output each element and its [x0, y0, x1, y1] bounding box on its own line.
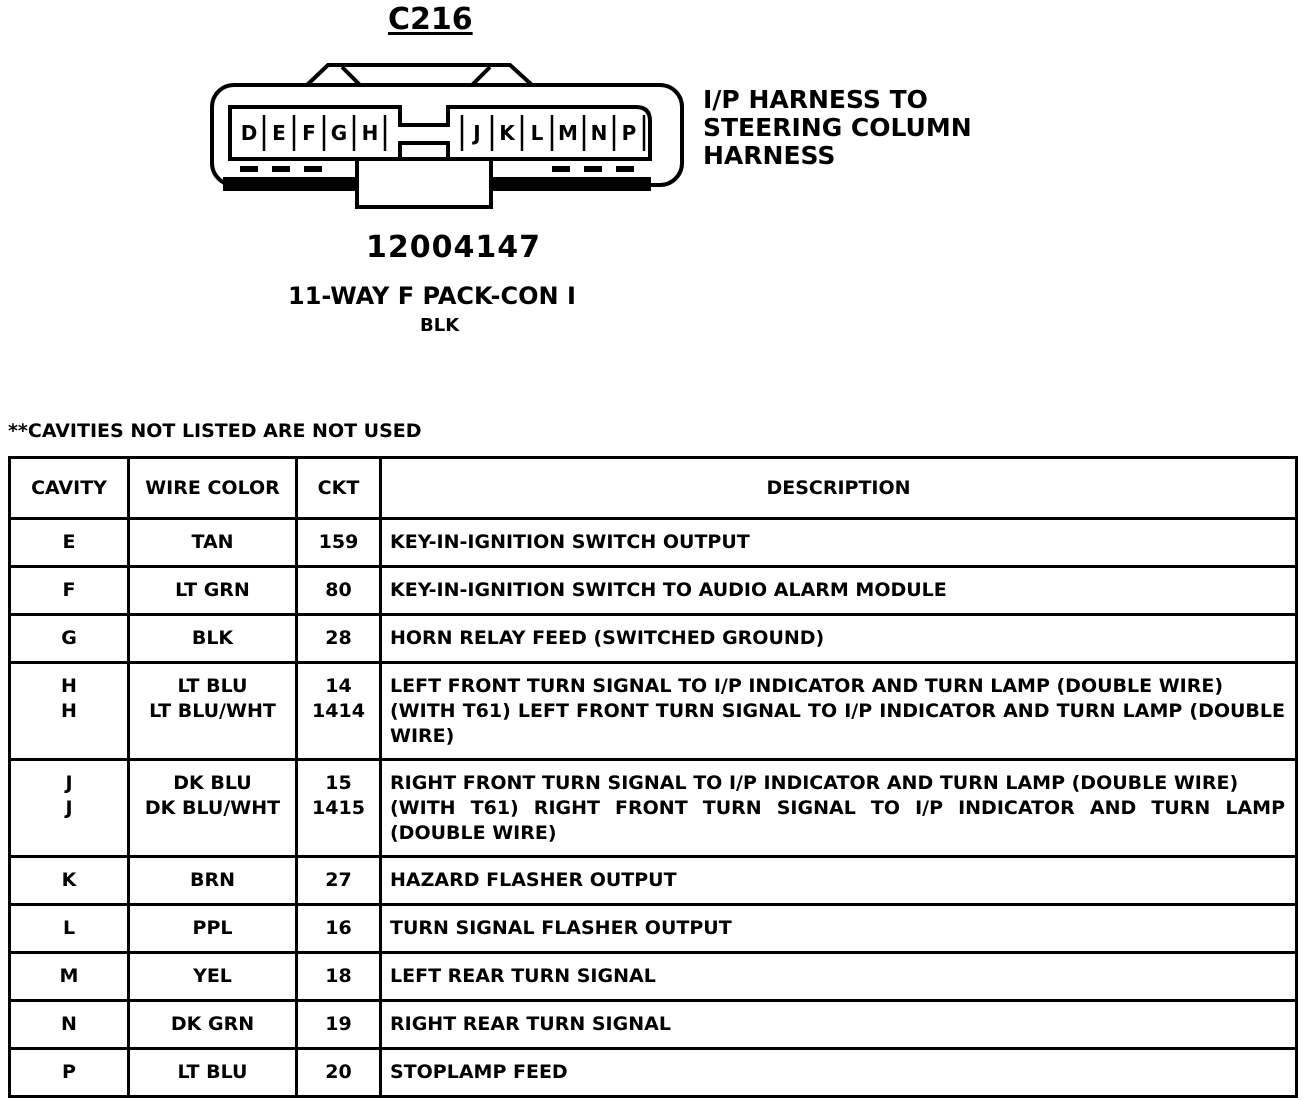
connector-id: C216	[388, 2, 473, 37]
ckt-text: 20	[325, 1061, 352, 1083]
description-text: RIGHT FRONT TURN SIGNAL TO I/P INDICATOR AND TURN LAMP (DOUBLE WIRE)	[390, 772, 1239, 794]
ckt-text: 15	[325, 772, 352, 794]
wire-color-text: LT GRN	[175, 579, 250, 601]
description-cell	[381, 519, 1297, 567]
description-text: HORN RELAY FEED (SWITCHED GROUND)	[390, 627, 825, 649]
wire-color-cell	[129, 953, 297, 1001]
cavity-label: K	[499, 121, 515, 145]
ckt-text: 27	[325, 869, 352, 891]
description-cell	[381, 905, 1297, 953]
cavity-label: N	[590, 121, 608, 145]
ckt-cell	[297, 615, 381, 663]
cavity-cell	[10, 519, 129, 567]
header-row	[10, 458, 1297, 519]
footnote: **CAVITIES NOT LISTED ARE NOT USED	[8, 420, 422, 442]
connector-type: 11-WAY F PACK-CON I	[288, 282, 576, 310]
ckt-text: 1414	[312, 700, 365, 722]
cavity-label: D	[240, 121, 258, 145]
cavity-label: F	[302, 121, 316, 145]
wire-color-cell	[129, 567, 297, 615]
cavity-cell	[10, 857, 129, 905]
cavity-text: K	[61, 869, 77, 891]
wire-color-text: DK GRN	[170, 1013, 255, 1035]
ckt-cell	[297, 663, 381, 760]
cavity-cell	[10, 663, 129, 760]
wire-color-text: YEL	[193, 965, 232, 987]
ckt-text: 159	[318, 531, 359, 553]
cavity-label: E	[272, 121, 286, 145]
ckt-cell	[297, 905, 381, 953]
cavity-cell	[10, 1001, 129, 1049]
cavity-label: L	[530, 121, 544, 145]
cavity-cell	[10, 615, 129, 663]
ckt-text: 19	[325, 1013, 352, 1035]
connector-color: BLK	[420, 315, 460, 336]
wire-color-text: DK BLU	[173, 772, 252, 794]
description-text: RIGHT REAR TURN SIGNAL	[390, 1013, 671, 1035]
description-text: (WITH T61) LEFT FRONT TURN SIGNAL TO I/P INDICATOR AND TURN LAMP (DOUBLE WIRE)	[390, 700, 1285, 747]
wire-color-text: DK BLU/WHT	[144, 797, 281, 819]
description-text: HAZARD FLASHER OUTPUT	[390, 869, 677, 891]
table-row	[10, 905, 1297, 953]
cavity-label: H	[361, 121, 379, 145]
connector-diagram	[200, 55, 690, 215]
description-cell	[381, 663, 1297, 760]
description-text: KEY-IN-IGNITION SWITCH TO AUDIO ALARM MODULE	[390, 579, 947, 601]
wire-color-text: BLK	[191, 627, 234, 649]
wire-color-cell	[129, 1049, 297, 1097]
cavity-cell	[10, 905, 129, 953]
cavity-text: G	[61, 627, 77, 649]
ckt-cell	[297, 760, 381, 857]
pinout-table	[8, 456, 1298, 1098]
wire-color-text: LT BLU	[177, 675, 248, 697]
wire-color-text: LT BLU	[177, 1061, 248, 1083]
cavity-text: H	[61, 675, 77, 697]
cavity-label: J	[473, 121, 481, 145]
wire-color-cell	[129, 857, 297, 905]
description-cell	[381, 615, 1297, 663]
wire-color-cell	[129, 760, 297, 857]
description-cell	[381, 567, 1297, 615]
table-row	[10, 1049, 1297, 1097]
harness-description: I/P HARNESS TO STEERING COLUMN HARNESS	[703, 85, 972, 170]
description-cell	[381, 1001, 1297, 1049]
header-wire-color: WIRE COLOR	[129, 458, 297, 519]
description-text: KEY-IN-IGNITION SWITCH OUTPUT	[390, 531, 750, 553]
cavity-text: E	[62, 531, 76, 553]
description-text: LEFT FRONT TURN SIGNAL TO I/P INDICATOR AND TURN LAMP (DOUBLE WIRE)	[390, 675, 1224, 697]
wire-color-text: PPL	[192, 917, 233, 939]
table-row	[10, 663, 1297, 760]
table-row	[10, 857, 1297, 905]
cavity-cell	[10, 760, 129, 857]
ckt-cell	[297, 519, 381, 567]
table-row	[10, 1001, 1297, 1049]
wire-color-cell	[129, 615, 297, 663]
ckt-text: 16	[325, 917, 352, 939]
ckt-text: 18	[325, 965, 352, 987]
cavity-cell	[10, 1049, 129, 1097]
description-cell	[381, 760, 1297, 857]
ckt-text: 80	[325, 579, 352, 601]
ckt-text: 1415	[312, 797, 365, 819]
header-ckt: CKT	[297, 458, 381, 519]
wire-color-text: TAN	[191, 531, 234, 553]
ckt-cell	[297, 953, 381, 1001]
description-text: STOPLAMP FEED	[390, 1061, 568, 1083]
cavity-label: P	[621, 121, 637, 145]
description-text: TURN SIGNAL FLASHER OUTPUT	[390, 917, 732, 939]
table-row	[10, 953, 1297, 1001]
ckt-cell	[297, 567, 381, 615]
wire-color-cell	[129, 519, 297, 567]
ckt-cell	[297, 857, 381, 905]
description-cell	[381, 857, 1297, 905]
cavity-text: J	[65, 772, 73, 794]
cavity-cell	[10, 567, 129, 615]
wire-color-text: BRN	[189, 869, 235, 891]
cavity-label: G	[330, 121, 348, 145]
cavity-text: N	[61, 1013, 77, 1035]
table-row	[10, 760, 1297, 857]
wire-color-text: LT BLU/WHT	[149, 700, 276, 722]
wire-color-cell	[129, 905, 297, 953]
cavity-text: J	[65, 797, 73, 819]
cavity-text: H	[61, 700, 77, 722]
description-cell	[381, 1049, 1297, 1097]
description-cell	[381, 953, 1297, 1001]
cavity-label: M	[558, 121, 578, 145]
wire-color-cell	[129, 663, 297, 760]
ckt-cell	[297, 1001, 381, 1049]
part-number: 12004147	[366, 230, 541, 265]
wire-color-cell	[129, 1001, 297, 1049]
ckt-text: 28	[325, 627, 352, 649]
cavity-text: F	[62, 579, 76, 601]
table-row	[10, 615, 1297, 663]
ckt-cell	[297, 1049, 381, 1097]
ckt-text: 14	[325, 675, 352, 697]
description-text: LEFT REAR TURN SIGNAL	[390, 965, 656, 987]
header-description: DESCRIPTION	[381, 458, 1297, 519]
cavity-cell	[10, 953, 129, 1001]
cavity-text: M	[59, 965, 79, 987]
header-cavity: CAVITY	[10, 458, 129, 519]
table-row	[10, 567, 1297, 615]
cavity-text: P	[62, 1061, 76, 1083]
table-row	[10, 519, 1297, 567]
cavity-text: L	[62, 917, 76, 939]
description-text: (WITH T61) RIGHT FRONT TURN SIGNAL TO I/P INDICATOR AND TURN LAMP (DOUBLE WIRE)	[390, 797, 1285, 844]
